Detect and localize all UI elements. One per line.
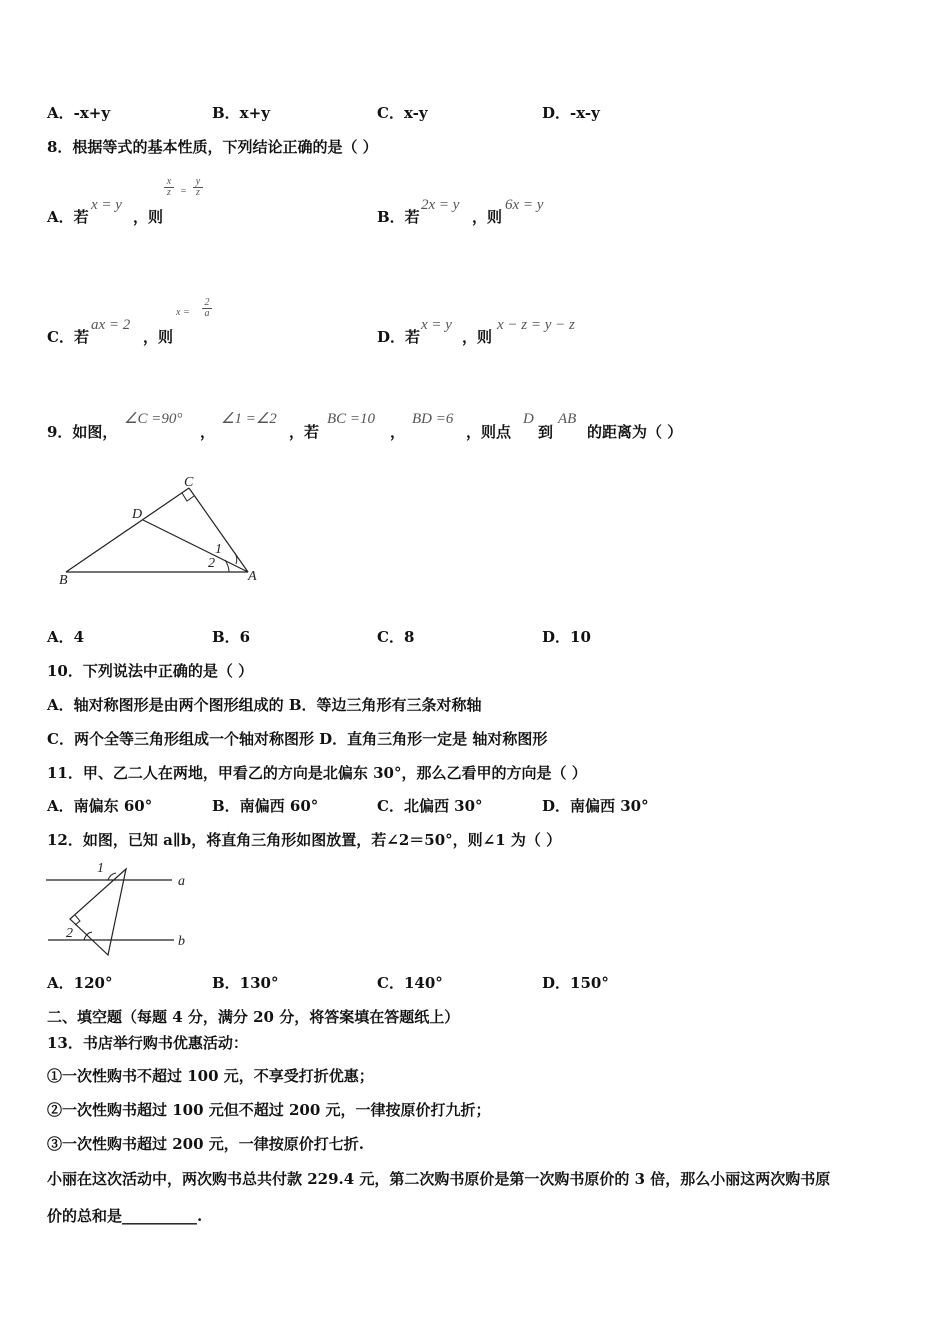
q8-option-d-prefix: D．若 [377, 328, 421, 346]
q8-option-c-lhs: x = [176, 307, 190, 318]
q9-line-da [143, 520, 248, 572]
q7-option-d: D．-x-y [542, 104, 600, 122]
q9-angle-c: ∠C =90° [124, 411, 183, 427]
q9-triangle-figure [55, 468, 270, 593]
q10-stem: 10．下列说法中正确的是（ ） [47, 662, 254, 680]
q8-option-c-prefix: C．若 [47, 328, 89, 346]
q12-label-2: 2 [66, 926, 73, 941]
q7-option-b: B．x+y [212, 104, 270, 122]
section-2-heading: 二、填空题（每题 4 分，满分 20 分，将答案填在答题纸上） [47, 1008, 460, 1026]
q9-label-d: D [132, 507, 143, 522]
q9-sep1: ， [200, 423, 216, 441]
q8-option-a-equals: = [180, 186, 187, 197]
q8-option-d-conclusion: x − z = y − z [497, 317, 575, 333]
q9-label-b: B [59, 573, 68, 588]
q8-option-a-then: ，则 [133, 208, 164, 226]
q9-sep3: ， [390, 423, 406, 441]
q9-label-c: C [184, 475, 194, 490]
q9-option-c: C．8 [377, 628, 415, 646]
q10-options-line-1: A．轴对称图形是由两个图形组成的 B．等边三角形有三条对称轴 [47, 696, 482, 714]
q12-right-triangle [70, 869, 126, 955]
q8-option-a-prefix: A．若 [47, 208, 89, 226]
q9-bc: BC =10 [327, 411, 376, 427]
q9-point-d: D [523, 411, 534, 427]
q9-line-ab: AB [558, 411, 577, 427]
q12-right-angle-mark [75, 915, 80, 925]
q8-option-c-condition: ax = 2 [91, 317, 131, 333]
q12-option-d: D．150° [542, 974, 609, 992]
q9-label-1: 1 [215, 542, 222, 557]
q13-body-line-2: 价的总和是__________. [47, 1207, 203, 1225]
q13-stem: 13．书店举行购书优惠活动： [47, 1034, 248, 1052]
q8-option-b-conclusion: 6x = y [505, 197, 544, 213]
q9-angles-equal: ∠1 =∠2 [221, 411, 277, 427]
q8-option-b-prefix: B．若 [377, 208, 420, 226]
q8-option-d-condition: x = y [421, 317, 452, 333]
q12-stem: 12．如图，已知 a∥b，将直角三角形如图放置，若∠2＝50°，则∠1 为（ ） [47, 831, 562, 849]
q8-stem: 8．根据等式的基本性质，下列结论正确的是（ ） [47, 138, 378, 156]
q9-sep2: ，若 [289, 423, 320, 441]
q9-label-a: A [248, 569, 257, 584]
q8-option-a-condition: x = y [91, 197, 122, 213]
q8-option-d-then: ，则 [462, 328, 493, 346]
q9-to: 到 [538, 423, 554, 441]
q12-label-b: b [178, 934, 185, 949]
q11-stem: 11．甲、乙二人在两地，甲看乙的方向是北偏东 30°，那么乙看甲的方向是（ ） [47, 764, 587, 782]
q12-label-a: a [178, 874, 185, 889]
q9-line-ca [189, 488, 248, 572]
q12-option-c: C．140° [377, 974, 443, 992]
q12-option-b: B．130° [212, 974, 279, 992]
q9-right-angle-mark [182, 493, 194, 501]
q9-stem-start: 9．如图， [47, 423, 118, 441]
q8-option-b-then: ，则 [472, 208, 503, 226]
q9-stem-end: 的距离为（ ） [587, 423, 683, 441]
q9-option-d: D．10 [542, 628, 591, 646]
q9-line-bc [66, 488, 189, 572]
q11-option-b: B．南偏西 60° [212, 797, 319, 815]
q13-rule-1: ①一次性购书不超过 100 元，不享受打折优惠； [47, 1067, 374, 1085]
q9-bd: BD =6 [412, 411, 454, 427]
q11-option-a: A．南偏东 60° [47, 797, 153, 815]
q8-option-a-fraction-right: $\frac{y}{z}$ [193, 177, 203, 198]
q11-option-d: D．南偏西 30° [542, 797, 649, 815]
q9-sep4: ，则点 [466, 423, 512, 441]
q12-parallel-lines-figure [42, 857, 202, 962]
q8-option-c-fraction: $\frac{2}{a}$ [202, 298, 212, 319]
q12-label-1: 1 [97, 861, 104, 876]
q9-label-2: 2 [208, 556, 215, 571]
q8-option-b-condition: 2x = y [421, 197, 460, 213]
q10-options-line-2: C．两个全等三角形组成一个轴对称图形 D．直角三角形一定是 轴对称图形 [47, 730, 548, 748]
q9-option-a: A．4 [47, 628, 85, 646]
q9-option-b: B．6 [212, 628, 251, 646]
q8-option-a-fraction-left: $\frac{x}{z}$ [164, 177, 174, 198]
q13-body-line-1: 小丽在这次活动中，两次购书总共付款 229.4 元，第二次购书原价是第一次购书原价的 3 倍，那么小丽这两次购书原 [47, 1170, 831, 1188]
q7-option-a: A．-x+y [47, 104, 111, 122]
q13-rule-2: ②一次性购书超过 100 元但不超过 200 元，一律按原价打九折； [47, 1101, 491, 1119]
q7-option-c: C．x-y [377, 104, 428, 122]
q13-rule-3: ③一次性购书超过 200 元，一律按原价打七折. [47, 1135, 364, 1153]
q11-option-c: C．北偏西 30° [377, 797, 483, 815]
q8-option-c-then: ，则 [143, 328, 174, 346]
q12-option-a: A．120° [47, 974, 113, 992]
